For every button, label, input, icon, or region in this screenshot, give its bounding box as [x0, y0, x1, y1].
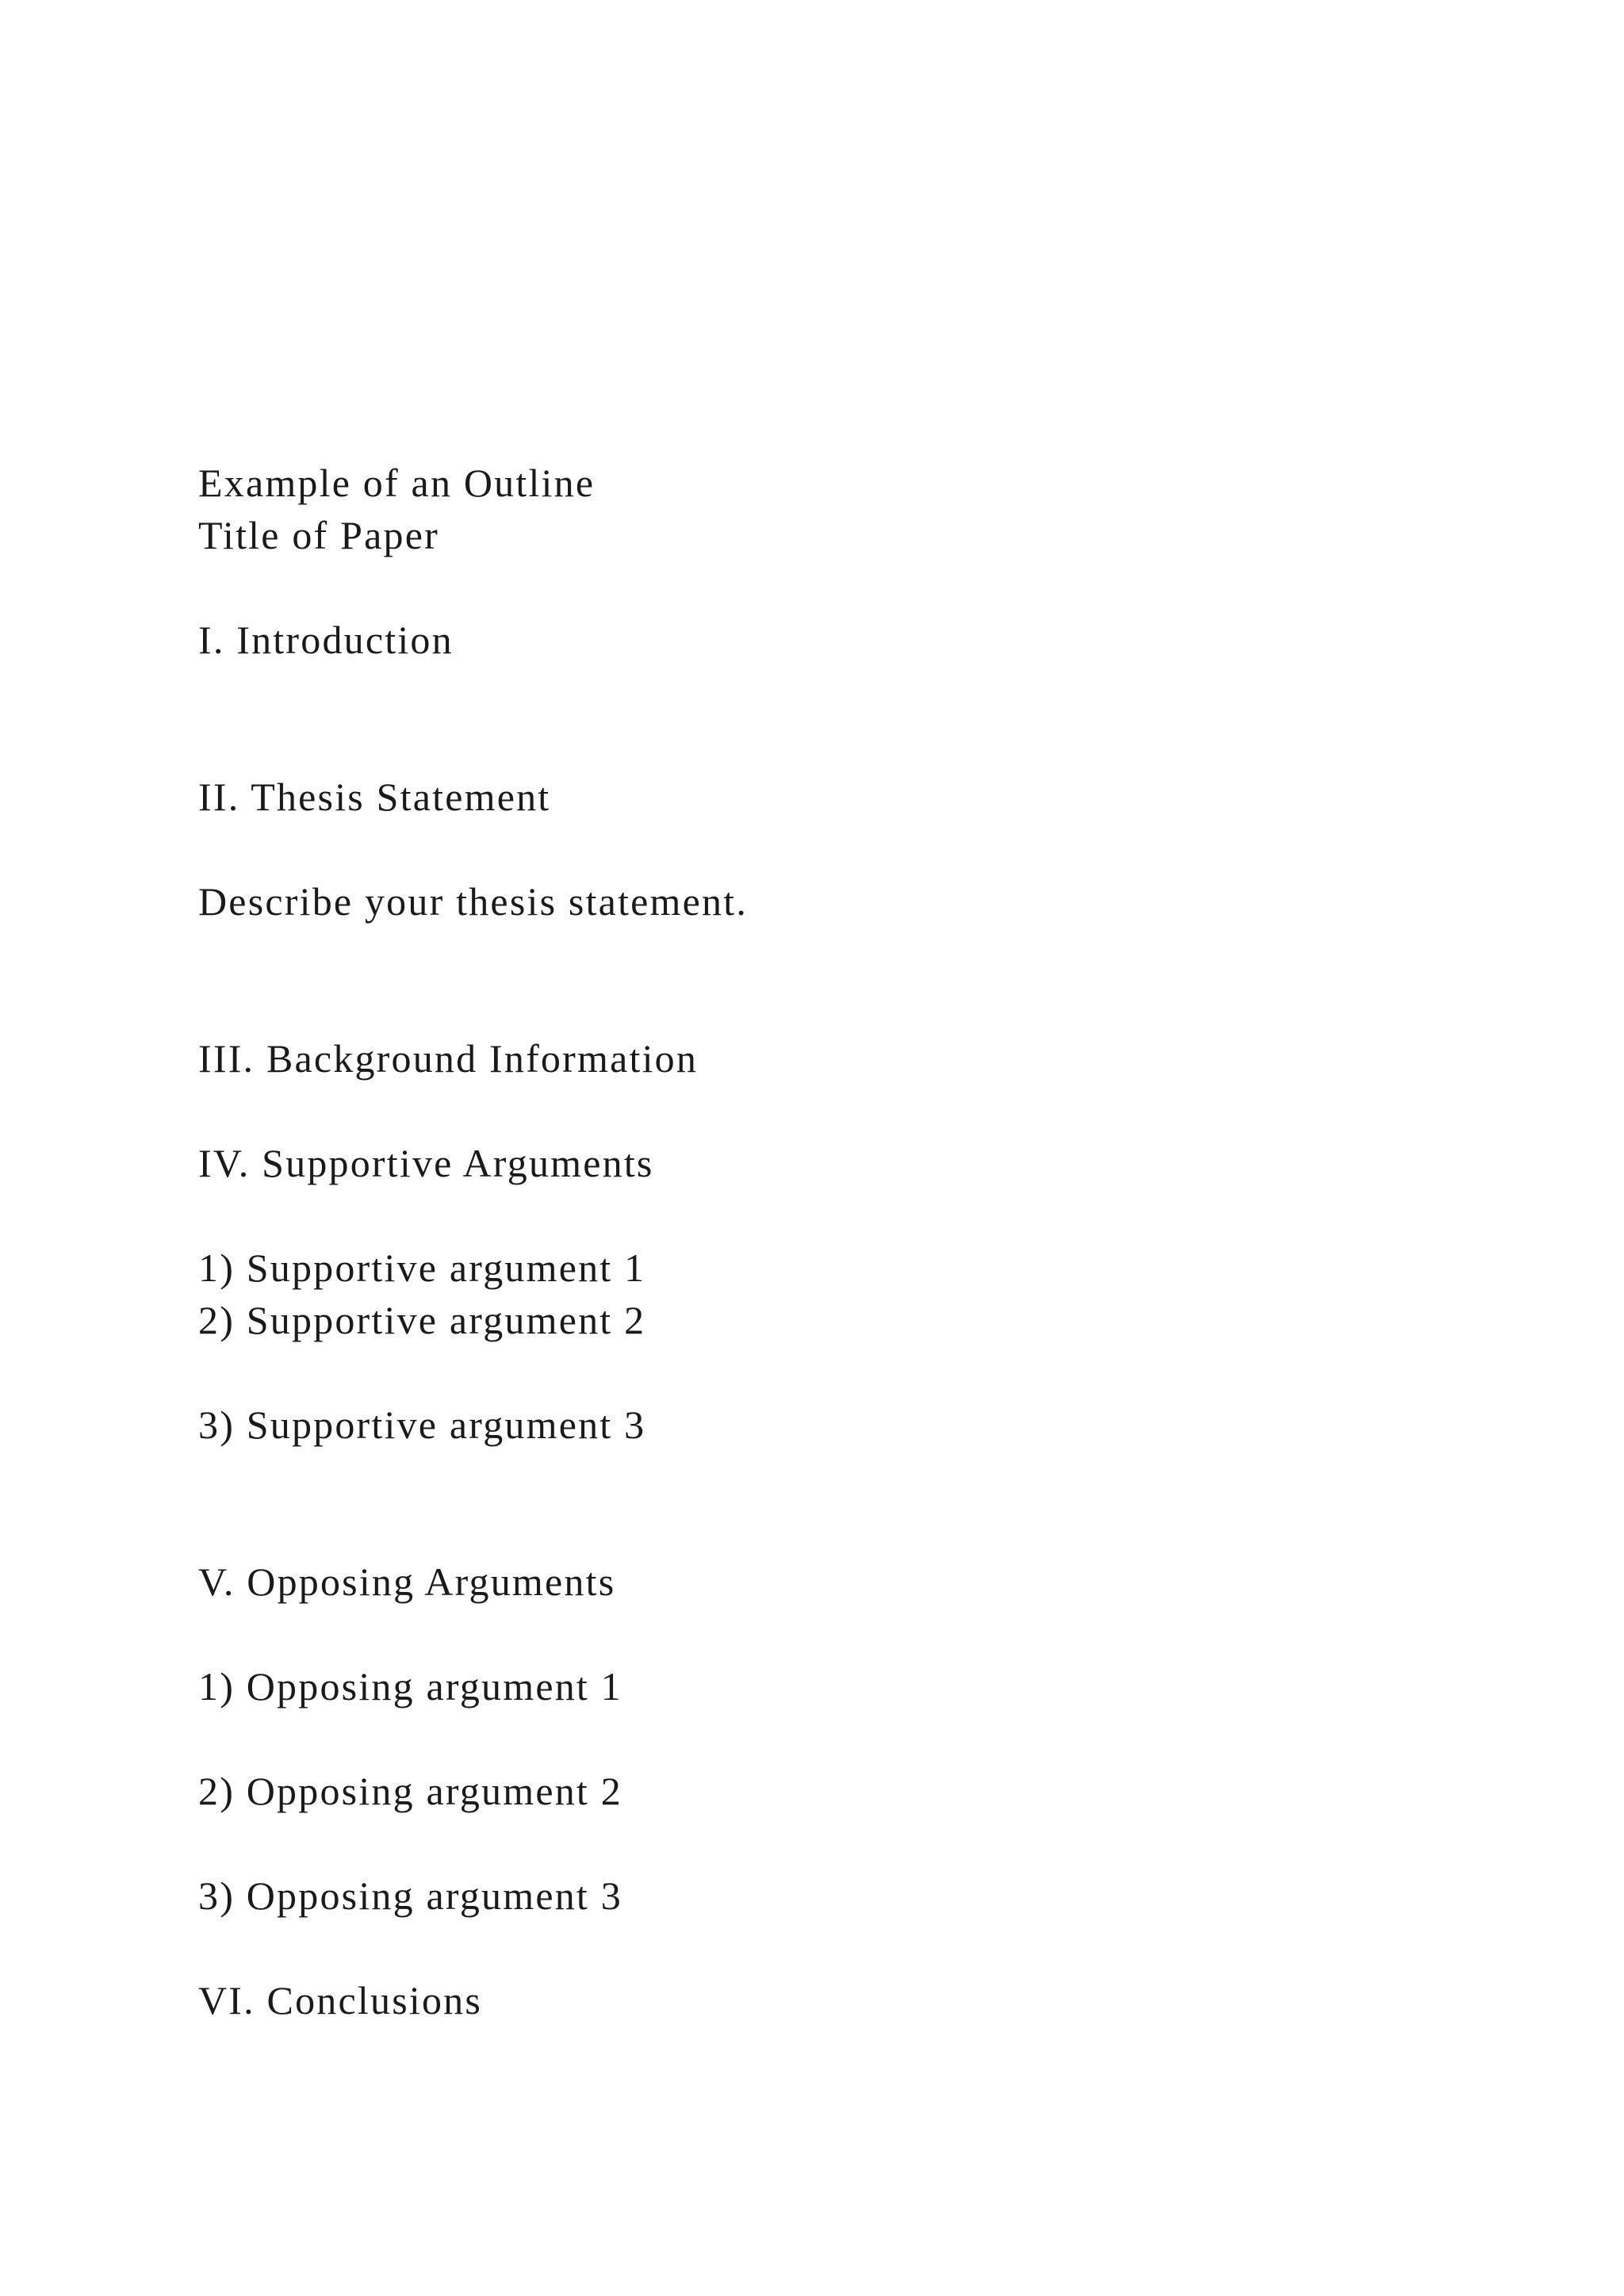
section-supportive-heading: IV. Supportive Arguments — [198, 1141, 654, 1185]
supportive-argument-item: 3) Supportive argument 3 — [198, 1402, 646, 1447]
section-introduction: I. Introduction — [198, 618, 454, 662]
supportive-argument-item: 1) Supportive argument 1 — [198, 1246, 646, 1290]
section-thesis-heading: II. Thesis Statement — [198, 775, 551, 819]
thesis-description: Describe your thesis statement. — [198, 879, 749, 924]
section-background: III. Background Information — [198, 1036, 699, 1081]
section-opposing-heading: V. Opposing Arguments — [198, 1559, 616, 1604]
opposing-argument-item: 1) Opposing argument 1 — [198, 1664, 622, 1709]
opposing-argument-item: 2) Opposing argument 2 — [198, 1769, 622, 1813]
document-heading: Example of an Outline — [198, 461, 596, 505]
paper-title: Title of Paper — [198, 513, 439, 557]
opposing-argument-item: 3) Opposing argument 3 — [198, 1873, 622, 1918]
supportive-argument-item: 2) Supportive argument 2 — [198, 1298, 646, 1342]
section-conclusions: VI. Conclusions — [198, 1978, 482, 2022]
